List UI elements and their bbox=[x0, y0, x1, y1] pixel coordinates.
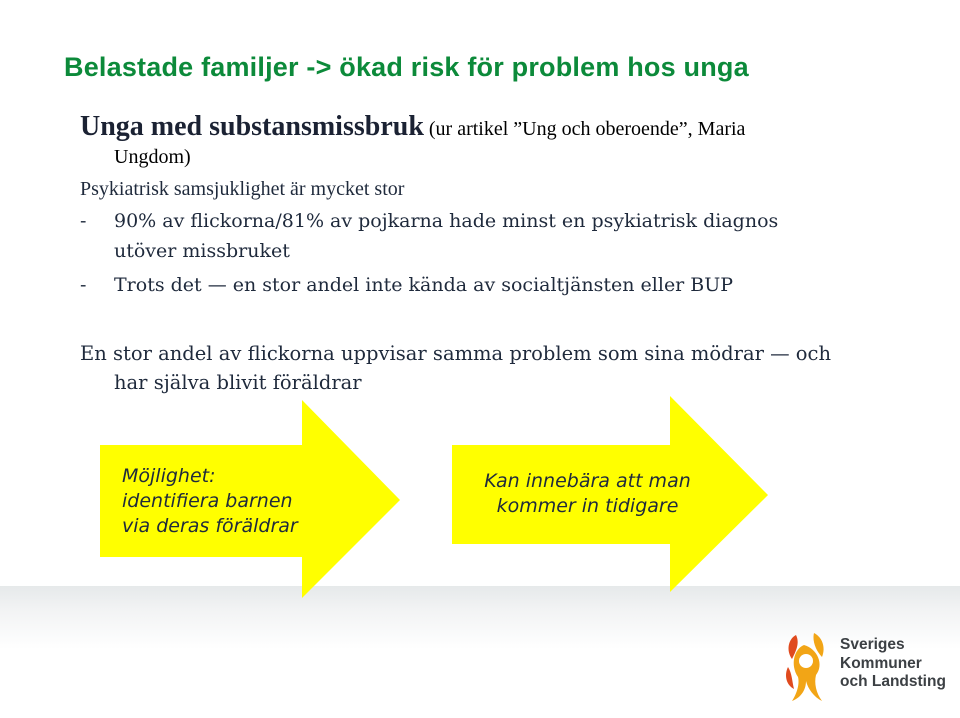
arrow-1-text bbox=[122, 464, 298, 539]
bullet-dash: - bbox=[80, 274, 87, 296]
arrow-1-line: Möjlighet: bbox=[122, 465, 216, 487]
heading-source-cont: Ungdom) bbox=[114, 146, 191, 168]
logo-line: Sveriges bbox=[840, 636, 905, 653]
bullet-1 bbox=[80, 210, 778, 232]
slide-title: Belastade familjer -> ökad risk för problem hos unga bbox=[64, 52, 749, 82]
arrow-2-line: kommer in tidigare bbox=[496, 495, 679, 517]
arrow-2-line: Kan innebära att man bbox=[484, 470, 691, 492]
bullet-1-cont: utöver missbruket bbox=[114, 240, 290, 262]
logo-text bbox=[840, 636, 946, 692]
logo-line: Kommuner bbox=[840, 654, 922, 672]
arrow-2-text bbox=[455, 469, 720, 519]
logo-line: och Landsting bbox=[840, 673, 946, 690]
heading-bold: Unga med substansmissbruk bbox=[80, 111, 424, 142]
logo-body bbox=[792, 645, 822, 701]
paragraph-line-2: har själva blivit föräldrar bbox=[114, 371, 362, 394]
heading-line bbox=[80, 111, 745, 143]
paragraph-line-1: En stor andel av flickorna uppvisar samma problem som sina mödrar — och bbox=[80, 342, 832, 365]
bullet-1-text: 90% av flickorna/81% av pojkarna hade minst en psykiatrisk diagnos bbox=[114, 210, 779, 232]
logo-flame bbox=[786, 667, 794, 689]
arrow-1-line: identifiera barnen bbox=[122, 490, 293, 512]
logo-head bbox=[799, 654, 813, 668]
bullet-2-text: Trots det — en stor andel inte kända av socialtjänsten eller BUP bbox=[114, 274, 734, 296]
arrow-1-line: via deras föräldrar bbox=[122, 515, 298, 537]
bullet-2 bbox=[80, 274, 733, 296]
heading-source: (ur artikel ”Ung och oberoende”, Maria bbox=[423, 118, 746, 140]
psych-point: Psykiatrisk samsjuklighet är mycket stor bbox=[80, 178, 405, 200]
bullet-dash: - bbox=[80, 210, 87, 232]
